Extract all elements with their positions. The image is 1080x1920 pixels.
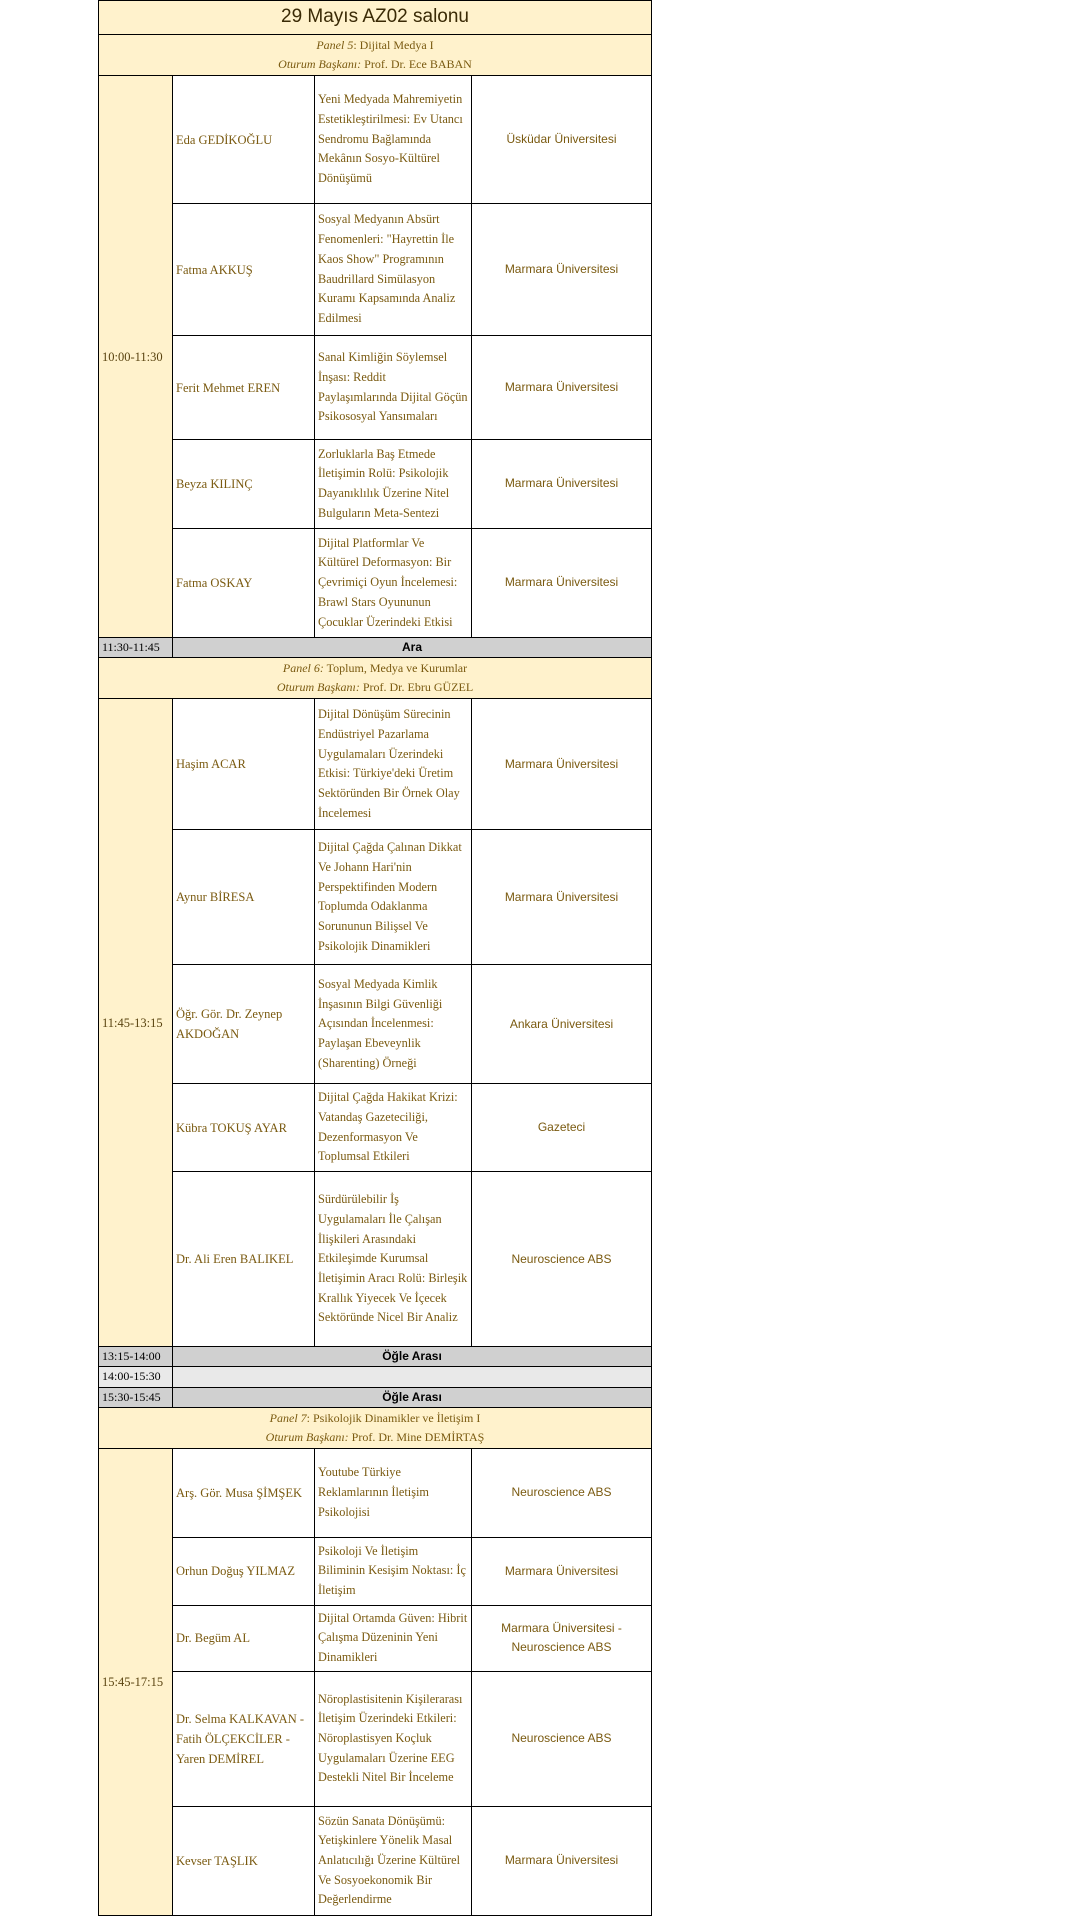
panel-number: Panel 7 — [269, 1410, 307, 1425]
session-time: 15:45-17:15 — [99, 1448, 173, 1915]
speaker-name: Dr. Begüm AL — [173, 1605, 315, 1671]
table-row — [99, 1172, 652, 1347]
chair-label: Oturum Başkanı: — [276, 680, 360, 695]
panel-6-header — [99, 658, 652, 699]
institution: Marmara Üniversitesi — [472, 699, 652, 830]
speaker-name: Haşim ACAR — [173, 699, 315, 830]
table-row — [99, 1806, 652, 1915]
table-row — [99, 336, 652, 440]
break-time: 11:30-11:45 — [99, 638, 173, 658]
chair-name: Prof. Dr. Mine DEMİRTAŞ — [351, 1429, 485, 1444]
table-row — [99, 1084, 652, 1172]
institution: Marmara Üniversitesi — [472, 204, 652, 336]
chair-name: Prof. Dr. Ece BABAN — [364, 57, 472, 71]
speaker-name: Kevser TAŞLIK — [173, 1806, 315, 1915]
institution: Marmara Üniversitesi — [472, 336, 652, 440]
paper-title: Dijital Çağda Hakikat Krizi: Vatandaş Gazeteciliği, Dezenformasyon Ve Toplumsal Etkileri — [315, 1084, 472, 1172]
break-label: Ara — [173, 638, 652, 658]
paper-title: Sözün Sanata Dönüşümü: Yetişkinlere Yönelik Masal Anlatıcılığı Üzerine Kültürel Ve Sosyoekonomik Bir Değerlendirme — [315, 1806, 472, 1915]
chair-label: Oturum Başkanı: — [278, 57, 362, 71]
institution: Neuroscience ABS — [472, 1172, 652, 1347]
institution: Marmara Üniversitesi — [472, 1806, 652, 1915]
panel-number: Panel 6: — [282, 661, 324, 675]
table-row — [99, 440, 652, 529]
institution: Ankara Üniversitesi — [472, 965, 652, 1084]
speaker-name: Aynur BİRESA — [173, 830, 315, 965]
panel-header-row — [99, 35, 652, 76]
institution: Neuroscience ABS — [472, 1448, 652, 1537]
table-row — [99, 830, 652, 965]
speaker-name: Eda GEDİKOĞLU — [173, 76, 315, 204]
panel-header-row — [99, 658, 652, 699]
panel-name: : Psikolojik Dinamikler ve İletişim I — [306, 1410, 481, 1425]
table-row — [99, 204, 652, 336]
paper-title: Dijital Dönüşüm Sürecinin Endüstriyel Pazarlama Uygulamaları Üzerindeki Etkisi: Türkiye'deki Üretim Sektöründen Bir Örnek Olay İncelemesi — [315, 699, 472, 830]
paper-title: Dijital Ortamda Güven: Hibrit Çalışma Düzeninin Yeni Dinamikleri — [315, 1605, 472, 1671]
panel-name: : Dijital Medya I — [353, 37, 434, 52]
paper-title: Dijital Çağda Çalınan Dikkat Ve Johann Hari'nin Perspektifinden Modern Toplumda Odaklanma Sorununun Bilişsel Ve Psikolojik Dinamikleri — [315, 830, 472, 965]
break-time: 13:15-14:00 — [99, 1347, 173, 1367]
speaker-name: Ferit Mehmet EREN — [173, 336, 315, 440]
paper-title: Sanal Kimliğin Söylemsel İnşası: Reddit Paylaşımlarında Dijital Göçün Psikososyal Yansımaları — [315, 336, 472, 440]
chair-label: Oturum Başkanı: — [265, 1429, 349, 1444]
schedule-table — [98, 0, 652, 1916]
slot-empty — [173, 1367, 652, 1387]
institution: Neuroscience ABS — [472, 1671, 652, 1806]
speaker-name: Orhun Doğuş YILMAZ — [173, 1537, 315, 1605]
table-row — [99, 699, 652, 830]
empty-slot-row — [99, 1367, 652, 1387]
break-row — [99, 1387, 652, 1407]
paper-title: Zorluklarla Baş Etmede İletişimin Rolü: Psikolojik Dayanıklılık Üzerine Nitel Bulguların Meta-Sentezi — [315, 440, 472, 529]
table-row — [99, 1671, 652, 1806]
speaker-name: Dr. Ali Eren BALIKEL — [173, 1172, 315, 1347]
institution: Marmara Üniversitesi — [472, 1537, 652, 1605]
speaker-name: Fatma OSKAY — [173, 529, 315, 638]
break-row — [99, 638, 652, 658]
panel-name: Toplum, Medya ve Kurumlar — [323, 661, 468, 675]
day-header-row — [99, 1, 652, 35]
speaker-name: Öğr. Gör. Dr. Zeynep AKDOĞAN — [173, 965, 315, 1084]
table-row — [99, 1537, 652, 1605]
paper-title: Sosyal Medyada Kimlik İnşasının Bilgi Güvenliği Açısından İncelenmesi: Paylaşan Ebeveynlik (Sharenting) Örneği — [315, 965, 472, 1084]
paper-title: Youtube Türkiye Reklamlarının İletişim Psikolojisi — [315, 1448, 472, 1537]
break-time: 15:30-15:45 — [99, 1387, 173, 1407]
panel-number: Panel 5 — [316, 37, 354, 52]
table-row — [99, 1448, 652, 1537]
table-row — [99, 529, 652, 638]
slot-time: 14:00-15:30 — [99, 1367, 173, 1387]
paper-title: Psikoloji Ve İletişim Biliminin Kesişim Noktası: İç İletişim — [315, 1537, 472, 1605]
chair-name: Prof. Dr. Ebru GÜZEL — [362, 680, 474, 695]
table-row — [99, 76, 652, 204]
panel-header-row — [99, 1407, 652, 1448]
speaker-name: Kübra TOKUŞ AYAR — [173, 1084, 315, 1172]
speaker-name: Dr. Selma KALKAVAN - Fatih ÖLÇEKCİLER - Yaren DEMİREL — [173, 1671, 315, 1806]
institution: Marmara Üniversitesi — [472, 440, 652, 529]
session-time: 10:00-11:30 — [99, 76, 173, 638]
panel-7-header — [99, 1407, 652, 1448]
break-row — [99, 1347, 652, 1367]
table-row — [99, 1605, 652, 1671]
institution: Marmara Üniversitesi - Neuroscience ABS — [472, 1605, 652, 1671]
break-label: Öğle Arası — [173, 1387, 652, 1407]
paper-title: Nöroplastisitenin Kişilerarası İletişim Üzerindeki Etkileri: Nöroplastisyen Koçluk Uygulamaları Üzerine EEG Destekli Nitel Bir İnceleme — [315, 1671, 472, 1806]
institution: Gazeteci — [472, 1084, 652, 1172]
speaker-name: Arş. Gör. Musa ŞİMŞEK — [173, 1448, 315, 1537]
speaker-name: Fatma AKKUŞ — [173, 204, 315, 336]
institution: Üsküdar Üniversitesi — [472, 76, 652, 204]
panel-5-header — [99, 35, 652, 76]
day-title: 29 Mayıs AZ02 salonu — [99, 1, 652, 35]
session-time: 11:45-13:15 — [99, 699, 173, 1347]
paper-title: Sürdürülebilir İş Uygulamaları İle Çalışan İlişkileri Arasındaki Etkileşimde Kurumsal İletişimin Aracı Rolü: Birleşik Krallık Yiyecek Ve İçecek Sektöründe Nicel Bir Analiz — [315, 1172, 472, 1347]
institution: Marmara Üniversitesi — [472, 529, 652, 638]
institution: Marmara Üniversitesi — [472, 830, 652, 965]
paper-title: Yeni Medyada Mahremiyetin Estetikleştirilmesi: Ev Utancı Sendromu Bağlamında Mekânın Sosyo-Kültürel Dönüşümü — [315, 76, 472, 204]
speaker-name: Beyza KILINÇ — [173, 440, 315, 529]
paper-title: Sosyal Medyanın Absürt Fenomenleri: "Hayrettin İle Kaos Show" Programının Baudrillard Simülasyon Kuramı Kapsamında Analiz Edilmesi — [315, 204, 472, 336]
table-row — [99, 965, 652, 1084]
break-label: Öğle Arası — [173, 1347, 652, 1367]
paper-title: Dijital Platformlar Ve Kültürel Deformasyon: Bir Çevrimiçi Oyun İncelemesi: Brawl Stars Oyununun Çocuklar Üzerindeki Etkisi — [315, 529, 472, 638]
